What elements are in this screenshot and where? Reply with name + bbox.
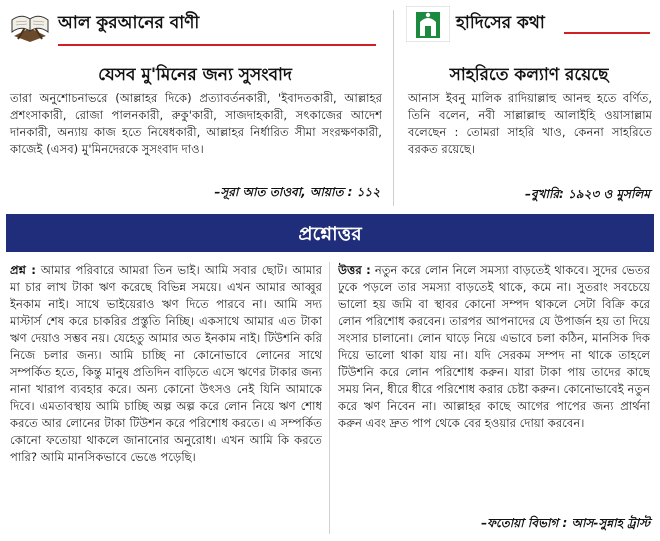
hadith-body: আনাস ইবনু মালিক রাদিয়াল্লাহু আনহু হতে বর্ণিত, তিনি বলেন, নবী সাল্লাল্লাহু আলাইহি ওয়াসাল্লাম বলেছেন : তোমরা সাহরি খাও, কেননা সাহরিতে বরকত রয়েছে। [408,91,652,156]
question-text: আমার পরিবারে আমরা তিন ভাই। আমি সবার ছোট। আমার মা চার লাখ টাকা ঋণ করেছে বিভিন্ন সময়ে। এখন আমার আব্বুর ইনকাম নাই। সাথে ভাইয়েরাও ঋণ দিতে পারবে না। আমি সদ্য মাস্টার্স শেষ করে চাকরির প্রস্তুতি নিচ্ছি। একসাথে আমার এত টাকা ঋণ দেয়াও সম্ভব নয়। যেহেতু আমার অত ইনকাম নাই। টিউশনি করি নিজে চলার জন্য। আমি চাচ্ছি না কোনোভাবে লোনের সাথে সম্পর্কিত হতে, কিন্তু মানুষ প্রতিদিন বাড়িতে এসে ঋণের টাকার জন্য নানা খারাপ ব্যবহার করে। অন্য কোনো উৎসও নেই যিনি আমাকে দিবে। এমতাবস্থায় আমি চাচ্ছি অল্প অল্প করে লোন নিয়ে ঋণ শোধ করতে আর লোনের টাকা টিউশন করে পরিশোধ করতে। এ সম্পর্কিত কোনো ফতোয়া থাকলে জানানোর অনুরোধ। এখন আমি কি করতে পারি? আমি মানসিকভাবে ভেঙে পড়েছি। [10,263,322,464]
quran-book-icon [8,6,52,42]
question-label: প্রশ্ন : [10,263,36,277]
hadith-section-header [398,4,660,44]
top-columns [0,0,660,212]
quran-headline: যেসব মু'মিনের জন্য সুসংবাদ [98,65,292,85]
qa-source: –ফতোয়া বিভাগ : আস-সুন্নাহ ট্রাস্ট [481,516,650,530]
hadith-section [398,0,660,212]
qa-column-divider [329,262,330,534]
hadith-section-title: হাদিসের কথা [456,13,545,33]
answer-label: উত্তর : [338,263,371,277]
mosque-emblem-icon [406,6,450,42]
hadith-headline: সাহরিতে কল্যাণ রয়েছে [449,65,609,85]
quran-section-title: আল কুরআনের বাণী [58,13,200,33]
column-divider [393,10,394,206]
hadith-title-rule [564,32,650,34]
quran-body: তারা অনুশোচনাভরে (আল্লাহর দিকে) প্রত্যাবর্তনকারী, 'ইবাদতকারী, আল্লাহর প্রশংসাকারী, রোজা পালনকারী, রুকু'কারী, সাজদাহকারী, সৎকাজের আদেশ দানকারী, অন্যায় কাজ হতে নিষেধকারী, আল্লাহর নির্ধারিত সীমা সংরক্ষণকারী, কাজেই (এসব) মু'মিনদেরকে সুসংবাদ দাও। [10,91,382,156]
quran-source: –সূরা আত তাওবা, আয়াত : ১১২ [214,185,380,199]
qa-answer-column [338,262,650,520]
quran-section-header [0,4,390,44]
quran-section [0,0,390,212]
qa-question-column [10,262,322,534]
hadith-source: –বুখারি: ১৯২৩ ও মুসলিম [524,187,650,201]
qa-banner [6,214,654,252]
answer-text: নতুন করে লোন নিলে সমস্যা বাড়তেই থাকবে। সুদের ভেতর ঢুকে পড়লে তার সমস্যা বাড়তেই থাকে, কমে না। সুতরাং সবচেয়ে ভালো হয় জমি বা স্থাবর কোনো সম্পদ থাকলে সেটা বিক্রি করে লোন পরিশোধ করবেন। তারপর আপনাদের যে উপার্জন হয় তা দিয়ে সংসার চালানো। লোন ঘাড়ে নিয়ে এভাবে চলা কঠিন, মানসিক দিক দিয়ে ভালো থাকা যায় না। যদি সেরকম সম্পদ না থাকে তাহলে টিউশনি করে লোন পরিশোধ করুন। যারা টাকা পায় তাদের কাছে সময় নিন, ধীরে ধীরে পরিশোধ করার চেষ্টা করুন। কোনোভাবেই নতুন করে ঋণ নিবেন না। আল্লাহর কাছে আগের পাপের জন্য প্রার্থনা করুন এবং দ্রুত পাপ থেকে বের হওয়ার দোয়া করবেন। [338,263,650,430]
quran-title-rule [58,44,376,46]
qa-banner-title: প্রশ্নোত্তর [298,223,362,245]
